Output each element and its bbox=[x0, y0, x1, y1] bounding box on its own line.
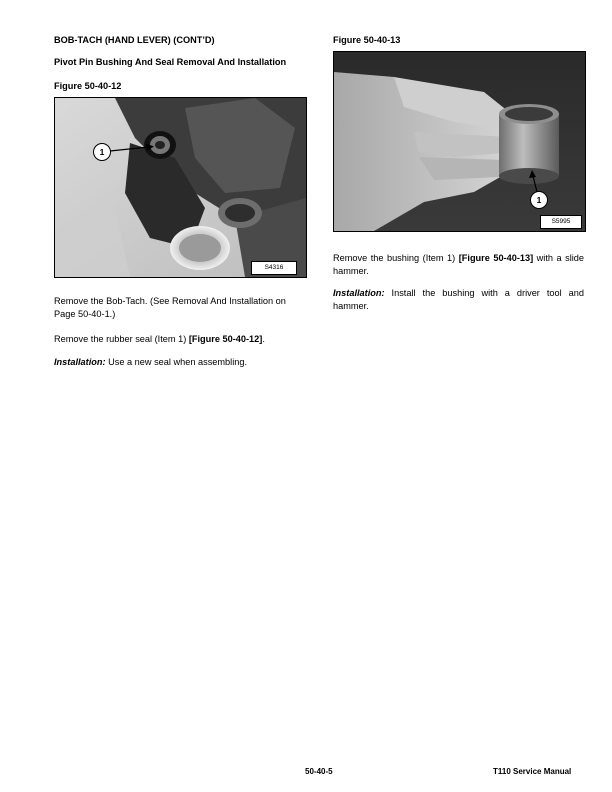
callout-arrow-right bbox=[528, 170, 542, 194]
figure-photo-bobtach-seal bbox=[54, 97, 307, 278]
subsection-title: Pivot Pin Bushing And Seal Removal And Installation bbox=[54, 57, 287, 67]
installation-label: Installation: bbox=[333, 288, 385, 298]
figure-code-s4316: S4316 bbox=[251, 261, 297, 275]
figure-label-50-40-12: Figure 50-40-12 bbox=[54, 81, 122, 91]
figure-photo-bushing-in-hand bbox=[333, 51, 586, 232]
figure-ref-50-40-13: [Figure 50-40-13] bbox=[458, 253, 534, 263]
callout-item-1-left: 1 bbox=[93, 143, 111, 161]
para-remove-bobtach: Remove the Bob-Tach. (See Removal And Installation on Page 50-40-1.) bbox=[54, 296, 286, 319]
section-title: BOB-TACH (HAND LEVER) (CONT’D) bbox=[54, 35, 215, 45]
callout-arrow-left bbox=[110, 142, 155, 156]
manual-title: T110 Service Manual bbox=[493, 767, 572, 776]
figure-code-s5995: S5995 bbox=[540, 215, 582, 229]
para-installation-seal: Installation: Use a new seal when assembling. bbox=[54, 357, 248, 367]
figure-label-50-40-13: Figure 50-40-13 bbox=[333, 35, 401, 45]
figure-ref-50-40-12: [Figure 50-40-12] bbox=[188, 334, 263, 344]
para-installation-bushing: Installation: Install the bushing with a driver tool and hammer. bbox=[333, 288, 584, 311]
para-remove-bushing: Remove the bushing (Item 1) [Figure 50-40-13] with a slide hammer. bbox=[333, 253, 584, 276]
page-number: 50-40-5 bbox=[305, 767, 333, 776]
para-remove-rubber-seal: Remove the rubber seal (Item 1) [Figure 50-40-12]. bbox=[54, 334, 265, 344]
installation-label: Installation: bbox=[54, 357, 106, 367]
callout-item-1-right: 1 bbox=[530, 191, 548, 209]
